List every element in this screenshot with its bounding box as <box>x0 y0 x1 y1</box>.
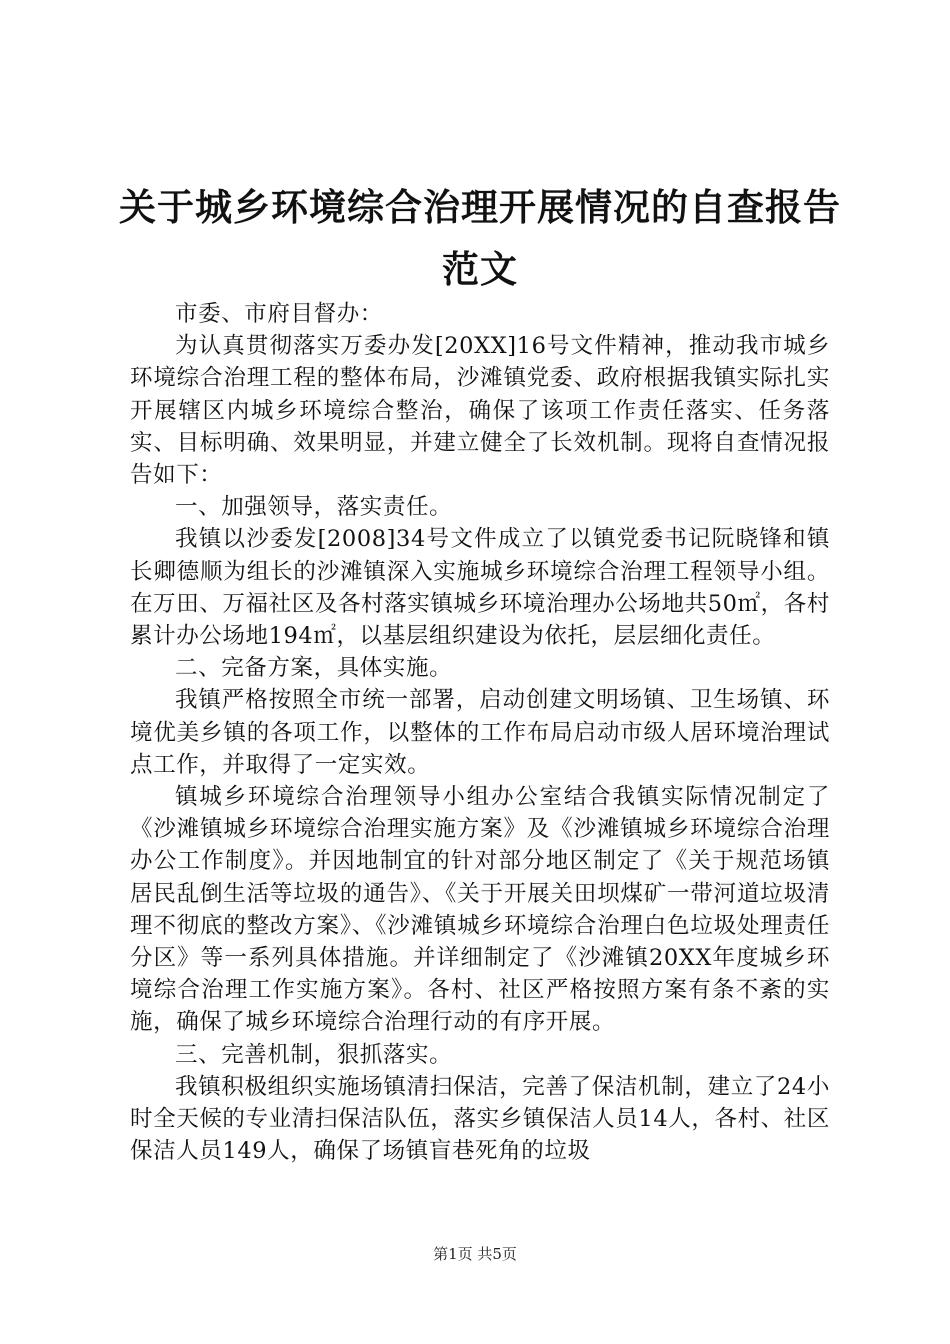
document-body <box>130 298 830 1167</box>
paragraph-section-2b: 镇城乡环境综合治理领导小组办公室结合我镇实际情况制定了《沙滩镇城乡环境综合治理实施方案》及《沙滩镇城乡环境综合治理办公工作制度》。并因地制宜的针对部分地区制定了《关于规范场镇居民乱倒生活等垃圾的通告》、《关于开展关田坝煤矿一带河道垃圾清理不彻底的整改方案》、《沙滩镇城乡环境综合治理白色垃圾处理责任分区》等一系列具体措施。并详细制定了《沙滩镇20XX年度城乡环境综合治理工作实施方案》。各村、社区严格按照方案有条不紊的实施，确保了城乡环境综合治理行动的有序开展。 <box>130 784 830 1036</box>
section-heading-2: 二、完备方案，具体实施。 <box>175 655 453 682</box>
page-number-footer: 第1页 共5页 <box>433 1245 517 1263</box>
salutation: 市委、市府目督办： <box>175 301 383 327</box>
paragraph-section-3: 我镇积极组织实施场镇清扫保洁，完善了保洁机制，建立了24小时全天候的专业清扫保洁队伍，落实乡镇保洁人员14人，各村、社区保洁人员149人，确保了场镇盲巷死角的垃圾 <box>130 1073 830 1165</box>
paragraph-intro: 为认真贯彻落实万委办发[20XX]16号文件精神，推动我市城乡环境综合治理工程的整体布局，沙滩镇党委、政府根据我镇实际扎实开展辖区内城乡环境综合整治，确保了该项工作责任落实、任务落实、目标明确、效果明显，并建立健全了长效机制。现将自查情况报告如下： <box>130 333 830 489</box>
section-heading-3: 三、完善机制，狠抓落实。 <box>175 1041 453 1068</box>
document-title: 关于城乡环境综合治理开展情况的自查报告范文 <box>119 185 841 291</box>
paragraph-section-2a: 我镇严格按照全市统一部署，启动创建文明场镇、卫生场镇、环境优美乡镇的各项工作，以整体的工作布局启动市级人居环境治理试点工作，并取得了一定实效。 <box>130 687 830 778</box>
section-heading-1: 一、加强领导，落实责任。 <box>175 494 453 521</box>
paragraph-section-1: 我镇以沙委发[2008]34号文件成立了以镇党委书记阮晓锋和镇长卿德顺为组长的沙滩镇深入实施城乡环境综合治理工程领导小组。在万田、万福社区及各村落实镇城乡环境治理办公场地共50㎡，各村累计办公场地194㎡，以基层组织建设为依托，层层细化责任。 <box>130 526 830 650</box>
